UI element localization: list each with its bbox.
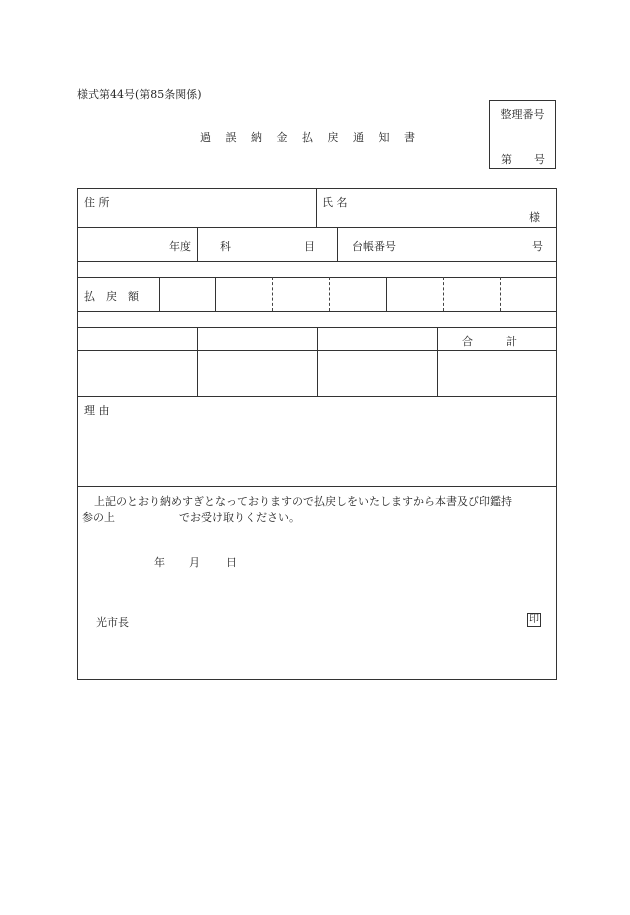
- amount-digit-divider: [443, 277, 444, 311]
- column-divider: [197, 327, 198, 396]
- column-divider: [197, 227, 198, 261]
- date-year-label: 年: [154, 556, 165, 569]
- notice-text-line1: 上記のとおり納めすぎとなっておりますので払戻しをいたしますから本書及び印鑑持: [94, 495, 512, 508]
- total-label: 合 計: [462, 335, 517, 348]
- reference-number-label: 整理番号: [500, 108, 545, 121]
- date-month-label: 月: [189, 556, 200, 569]
- refund-notice-form: [77, 188, 557, 680]
- column-divider: [316, 189, 317, 227]
- name-label: 氏 名: [322, 196, 348, 209]
- subject-label-ka: 科: [220, 240, 231, 253]
- mayor-label: 光市長: [96, 616, 129, 629]
- row-divider: [78, 486, 556, 487]
- amount-digit-divider: [500, 277, 501, 311]
- column-divider: [337, 227, 338, 261]
- document-title: 過 誤 納 金 払 戻 通 知 書: [200, 131, 421, 144]
- reference-number-prefix: 第: [501, 153, 512, 166]
- reason-label: 理 由: [84, 404, 110, 417]
- date-day-label: 日: [226, 556, 237, 569]
- refund-amount-label: 払 戻 額: [84, 290, 139, 303]
- row-divider: [78, 277, 556, 278]
- column-divider: [317, 327, 318, 396]
- form-number-label: 様式第44号(第85条関係): [77, 88, 202, 101]
- fiscal-year-label: 年度: [169, 240, 191, 253]
- amount-digit-divider: [159, 277, 160, 311]
- notice-text-line2-start: 参の上: [82, 511, 115, 524]
- reference-number-box: [489, 100, 556, 169]
- amount-digit-divider: [386, 277, 387, 311]
- honorific-sama: 様: [529, 211, 540, 224]
- amount-digit-divider: [329, 277, 330, 311]
- column-divider: [437, 327, 438, 396]
- ledger-number-label: 台帳番号: [352, 240, 396, 253]
- reference-number-suffix: 号: [534, 153, 545, 166]
- address-label: 住 所: [84, 196, 110, 209]
- row-divider: [78, 396, 556, 397]
- amount-digit-divider: [215, 277, 216, 311]
- row-divider: [78, 227, 556, 228]
- amount-digit-divider: [272, 277, 273, 311]
- seal-mark: 印: [529, 614, 539, 625]
- row-divider: [78, 261, 556, 262]
- subject-label-moku: 目: [304, 240, 315, 253]
- ledger-number-suffix: 号: [532, 240, 543, 253]
- notice-text-line2-end: でお受け取りください。: [179, 511, 300, 524]
- row-divider: [78, 311, 556, 312]
